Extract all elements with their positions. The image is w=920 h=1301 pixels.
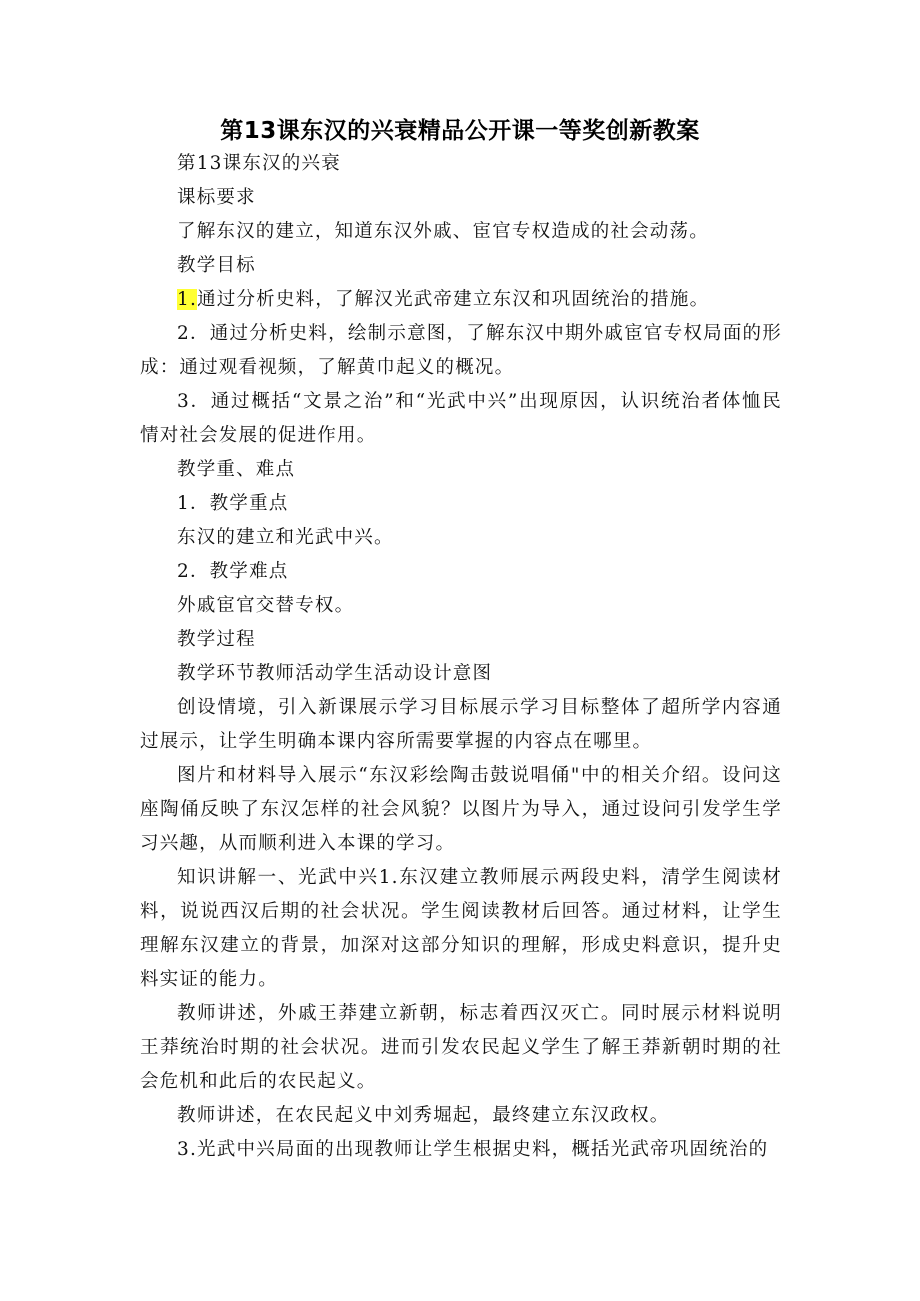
section-heading-objectives: 教学目标 [177,255,256,276]
lesson-title: 第13课东汉的兴衰 [177,153,341,174]
section-heading-standards: 课标要求 [177,187,256,208]
process-paragraph-1: 创设情境，引入新课展示学习目标展示学习目标整体了超所学内容通过展示，让学生明确本课内容所需要掌握的内容点在哪里。 [140,697,782,752]
section-heading-key-points: 教学重、难点 [177,459,296,480]
key-point-heading: 1．教学重点 [177,493,289,514]
highlighted-number: 1. [177,289,198,310]
document-body [140,147,782,1167]
section-heading-process: 教学过程 [177,629,256,650]
process-paragraph-4: 教师讲述，外戚王莽建立新朝，标志着西汉灭亡。同时展示材料说明王莽统治时期的社会状况。进而引发农民起义学生了解王莽新朝时期的社会危机和此后的农民起义。 [140,1003,782,1092]
process-paragraph-6: 3.光武中兴局面的出现教师让学生根据史料，概括光武帝巩固统治的 [177,1139,769,1160]
difficult-point-text: 外戚宦官交替专权。 [177,595,355,616]
objective-2: 2．通过分析史料，绘制示意图，了解东汉中期外戚宦官专权局面的形成：通过观看视频，了解黄巾起义的概况。 [140,323,782,378]
difficult-point-heading: 2．教学难点 [177,561,289,582]
standards-text: 了解东汉的建立，知道东汉外戚、宦官专权造成的社会动荡。 [177,221,709,242]
objective-3: 3．通过概括“文景之治”和“光武中兴”出现原因，认识统治者体恤民情对社会发展的促进作用。 [140,391,782,446]
process-paragraph-2: 图片和材料导入展示“东汉彩绘陶击鼓说唱俑"中的相关介绍。设问这座陶俑反映了东汉怎样的社会风貌？以图片为导入，通过设问引发学生学习兴趣，从而顺利进入本课的学习。 [140,765,782,854]
process-paragraph-5: 教师讲述，在农民起义中刘秀堀起，最终建立东汉政权。 [177,1105,670,1126]
objective-1-text: 通过分析史料，了解汉光武帝建立东汉和巩固统治的措施。 [197,289,710,310]
process-paragraph-3: 知识讲解一、光武中兴1.东汉建立教师展示两段史料，清学生阅读材料，说说西汉后期的社会状况。学生阅读教材后回答。通过材料，让学生理解东汉建立的背景，加深对这部分知识的理解，形成史料意识，提升史料实证的能力。 [140,867,782,990]
key-point-text: 东汉的建立和光武中兴。 [177,527,394,548]
process-columns-line: 教学环节教师活动学生活动设计意图 [177,663,493,684]
objective-1 [140,283,782,317]
document-title: 第13课东汉的兴衰精品公开课一等奖创新教案 [220,118,700,144]
